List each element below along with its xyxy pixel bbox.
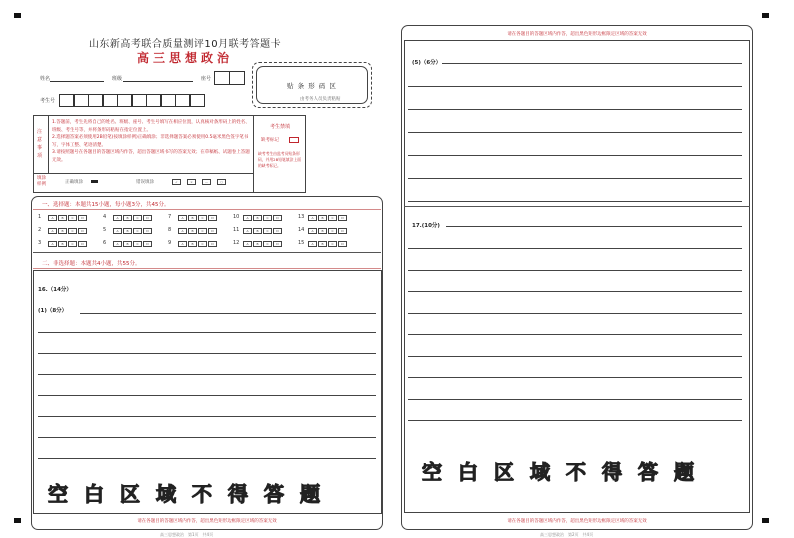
choice-option-c[interactable]: C — [198, 228, 207, 234]
choice-option-b[interactable]: B — [123, 241, 132, 247]
choice-option-d[interactable]: D — [273, 215, 282, 221]
answer-line[interactable] — [408, 420, 742, 421]
choice-option-a[interactable]: A — [178, 241, 187, 247]
choice-option-d[interactable]: D — [273, 241, 282, 247]
choice-option-b[interactable]: B — [188, 215, 197, 221]
divider — [48, 115, 49, 173]
divider — [33, 173, 253, 174]
choice-option-d[interactable]: D — [338, 241, 347, 247]
choice-option-d[interactable]: D — [78, 215, 87, 221]
answer-line[interactable] — [442, 63, 742, 64]
absent-mark-label: 缺考标记 — [261, 138, 279, 143]
choice-question-number: 8 — [168, 227, 172, 233]
choice-option-a[interactable]: A — [48, 241, 57, 247]
divider — [33, 209, 381, 210]
name-label: 姓名 — [40, 76, 51, 82]
answer-line[interactable] — [408, 109, 742, 110]
notice-item: 3.请按照题号在各题目的答题区域内作答，超出答题区域书写的答案无效；在草稿纸、试题卷上答题无效。 — [52, 150, 250, 163]
divider — [33, 252, 381, 253]
footer-warning: 请在各题目的答题区域内作答，超出黑色矩形边框限定区域的答案无效 — [507, 32, 647, 37]
answer-line[interactable] — [408, 313, 742, 314]
exam-number-box[interactable] — [161, 94, 176, 107]
choice-option-c[interactable]: C — [263, 215, 272, 221]
absent-title: 考生禁填 — [269, 124, 290, 130]
seat-box[interactable] — [214, 71, 230, 85]
answer-line[interactable] — [408, 334, 742, 335]
choice-option-c[interactable]: C — [263, 228, 272, 234]
choice-option-b[interactable]: B — [318, 215, 327, 221]
choice-option-a[interactable]: A — [48, 228, 57, 234]
answer-line[interactable] — [408, 399, 742, 400]
choice-option-b[interactable]: B — [123, 215, 132, 221]
choice-question-number: 7 — [168, 214, 172, 220]
choice-option-a[interactable]: A — [243, 228, 252, 234]
choice-option-b[interactable]: B — [188, 241, 197, 247]
notice-item: 1.答题前，考生先将自己的姓名、班级、座号、考生号填写在相应位置，认真核对条形码上的姓名、班级、考生号等，并将条形码粘贴在指定位置上。 — [52, 120, 250, 133]
exam-number-box[interactable] — [146, 94, 161, 107]
choice-option-d[interactable]: D — [208, 228, 217, 234]
choice-question-number: 10 — [233, 214, 240, 220]
choice-question-number: 1 — [38, 214, 42, 220]
exam-number-box[interactable] — [175, 94, 190, 107]
choice-option-b[interactable]: B — [318, 241, 327, 247]
choice-option-c[interactable]: C — [328, 228, 337, 234]
choice-option-b[interactable]: B — [253, 241, 262, 247]
choice-option-d[interactable]: D — [208, 215, 217, 221]
choice-option-c[interactable]: C — [198, 215, 207, 221]
choice-question-number: 12 — [233, 240, 240, 246]
choice-question-number: 14 — [298, 227, 305, 233]
wrong-fill-sample: ✓ — [172, 179, 181, 185]
choice-option-d[interactable]: D — [143, 228, 152, 234]
choice-option-c[interactable]: C — [263, 241, 272, 247]
answer-line[interactable] — [408, 155, 742, 156]
answer-line[interactable] — [38, 332, 376, 333]
page-number: 高三思想政治 第1页 共4页 — [160, 532, 214, 537]
choice-option-d[interactable]: D — [143, 215, 152, 221]
choice-option-c[interactable]: C — [198, 241, 207, 247]
page-number: 高三思想政治 第2页 共4页 — [540, 532, 594, 537]
divider — [253, 115, 254, 193]
q16-1-label: (1)（8分） — [38, 308, 68, 314]
answer-line[interactable] — [408, 86, 742, 87]
choice-option-d[interactable]: D — [338, 228, 347, 234]
wrong-fill-sample: ○ — [217, 179, 226, 185]
q16-5-label: (5)（6分） — [412, 60, 442, 66]
choice-option-b[interactable]: B — [58, 215, 67, 221]
answer-line[interactable] — [408, 270, 742, 271]
choice-option-b[interactable]: B — [318, 228, 327, 234]
choice-option-b[interactable]: B — [58, 241, 67, 247]
exam-title: 山东新高考联合质量测评10月联考答题卡 — [88, 39, 282, 50]
answer-line[interactable] — [38, 395, 376, 396]
choice-option-a[interactable]: A — [48, 215, 57, 221]
q17-label: 17.(10分) — [412, 223, 440, 229]
absent-desc: 缺考考生由监考员贴条形码，并用2B铅笔填涂上面的缺考标记。 — [258, 151, 301, 168]
choice-option-b[interactable]: B — [253, 215, 262, 221]
choice-option-a[interactable]: A — [308, 241, 317, 247]
answer-line[interactable] — [408, 356, 742, 357]
answer-line[interactable] — [408, 201, 742, 202]
exam-number-box[interactable] — [103, 94, 118, 107]
choice-option-a[interactable]: A — [243, 241, 252, 247]
choice-option-a[interactable]: A — [178, 215, 187, 221]
choice-question-number: 6 — [103, 240, 107, 246]
exam-number-box[interactable] — [117, 94, 132, 107]
footer-warning: 请在各题目的答题区域内作答，超出黑色矩形边框限定区域的答案无效 — [507, 519, 647, 524]
choice-question-number: 15 — [298, 240, 305, 246]
choice-question-number: 3 — [38, 240, 42, 246]
choice-option-b[interactable]: B — [253, 228, 262, 234]
wrong-fill-sample: × — [187, 179, 196, 185]
class-label: 班级 — [112, 76, 123, 82]
answer-line[interactable] — [408, 132, 742, 133]
blank-area-warning: 空白区域不得答题 — [422, 460, 710, 484]
name-field[interactable] — [50, 81, 104, 82]
divider — [404, 206, 750, 207]
absent-mark-box[interactable] — [289, 137, 299, 143]
exam-number-box[interactable] — [74, 94, 89, 107]
q16-label: 16.（14分） — [38, 287, 72, 293]
registration-mark — [14, 13, 21, 18]
choice-option-a[interactable]: A — [308, 215, 317, 221]
notice-item: 2.选择题答案必须使用2B铅笔(按填涂样例)正确填涂；非选择题答案必须使用0.5毫米黑色签字笔书写，字体工整、笔迹清楚。 — [52, 135, 249, 148]
choice-option-c[interactable]: C — [328, 215, 337, 221]
choice-question-number: 9 — [168, 240, 172, 246]
exam-number-box[interactable] — [132, 94, 147, 107]
exam-number-box[interactable] — [190, 94, 205, 107]
choice-option-a[interactable]: A — [113, 215, 122, 221]
answer-line[interactable] — [80, 313, 376, 314]
exam-number-box[interactable] — [88, 94, 103, 107]
answer-line[interactable] — [408, 377, 742, 378]
choice-option-d[interactable]: D — [208, 241, 217, 247]
choice-option-c[interactable]: C — [133, 228, 142, 234]
footer-warning: 请在各题目的答题区域内作答，超出黑色矩形边框限定区域的答案无效 — [137, 519, 277, 524]
choice-question-number: 2 — [38, 227, 42, 233]
choice-question-number: 13 — [298, 214, 305, 220]
class-field[interactable] — [123, 81, 193, 82]
choice-question-number: 4 — [103, 214, 107, 220]
choice-option-c[interactable]: C — [68, 228, 77, 234]
subject-title: 高三思想政治 — [136, 51, 233, 65]
answer-line[interactable] — [408, 248, 742, 249]
answer-line[interactable] — [38, 437, 376, 438]
choice-option-a[interactable]: A — [113, 228, 122, 234]
answer-line[interactable] — [408, 291, 742, 292]
notice-label: 注意事项 — [37, 129, 43, 159]
wrong-fill-label: 错误填涂 — [136, 180, 154, 185]
barcode-title: 贴 条 形 码 区 — [287, 82, 337, 90]
answer-line[interactable] — [38, 416, 376, 417]
registration-mark — [14, 518, 21, 523]
seat-label: 座号 — [201, 76, 212, 82]
choice-option-b[interactable]: B — [123, 228, 132, 234]
fill-sample-label: 填涂样例 — [37, 176, 46, 187]
choice-option-b[interactable]: B — [188, 228, 197, 234]
choice-option-c[interactable]: C — [68, 215, 77, 221]
choice-option-c[interactable]: C — [328, 241, 337, 247]
registration-mark — [762, 13, 769, 18]
answer-line[interactable] — [38, 374, 376, 375]
right-answer-box — [404, 40, 750, 513]
choice-option-a[interactable]: A — [113, 241, 122, 247]
answer-line[interactable] — [446, 226, 742, 227]
choice-option-c[interactable]: C — [133, 215, 142, 221]
choice-option-d[interactable]: D — [143, 241, 152, 247]
exam-number-label: 考生号 — [40, 98, 56, 104]
nonchoice-heading: 二、非选择题：本题共4小题，共55分。 — [42, 261, 141, 267]
choice-option-c[interactable]: C — [68, 241, 77, 247]
registration-mark — [762, 518, 769, 523]
correct-fill-label: 正确填涂 — [65, 180, 83, 185]
exam-number-box[interactable] — [59, 94, 74, 107]
choice-heading: 一、选择题：本题共15小题，每小题3分，共45分。 — [42, 202, 170, 208]
choice-option-b[interactable]: B — [58, 228, 67, 234]
answer-line[interactable] — [38, 353, 376, 354]
choice-option-a[interactable]: A — [243, 215, 252, 221]
answer-line[interactable] — [38, 458, 376, 459]
answer-line[interactable] — [408, 178, 742, 179]
wrong-fill-sample: — — [202, 179, 211, 185]
choice-question-number: 5 — [103, 227, 107, 233]
divider — [33, 268, 381, 269]
choice-option-d[interactable]: D — [338, 215, 347, 221]
correct-fill-sample — [91, 180, 98, 183]
choice-option-a[interactable]: A — [308, 228, 317, 234]
choice-option-d[interactable]: D — [78, 228, 87, 234]
choice-option-c[interactable]: C — [133, 241, 142, 247]
choice-question-number: 11 — [233, 227, 240, 233]
blank-area-warning: 空白区域不得答题 — [48, 482, 336, 506]
choice-option-d[interactable]: D — [273, 228, 282, 234]
barcode-note: 由考务人员负责粘贴 — [300, 97, 341, 102]
choice-option-a[interactable]: A — [178, 228, 187, 234]
choice-option-d[interactable]: D — [78, 241, 87, 247]
seat-box[interactable] — [229, 71, 245, 85]
